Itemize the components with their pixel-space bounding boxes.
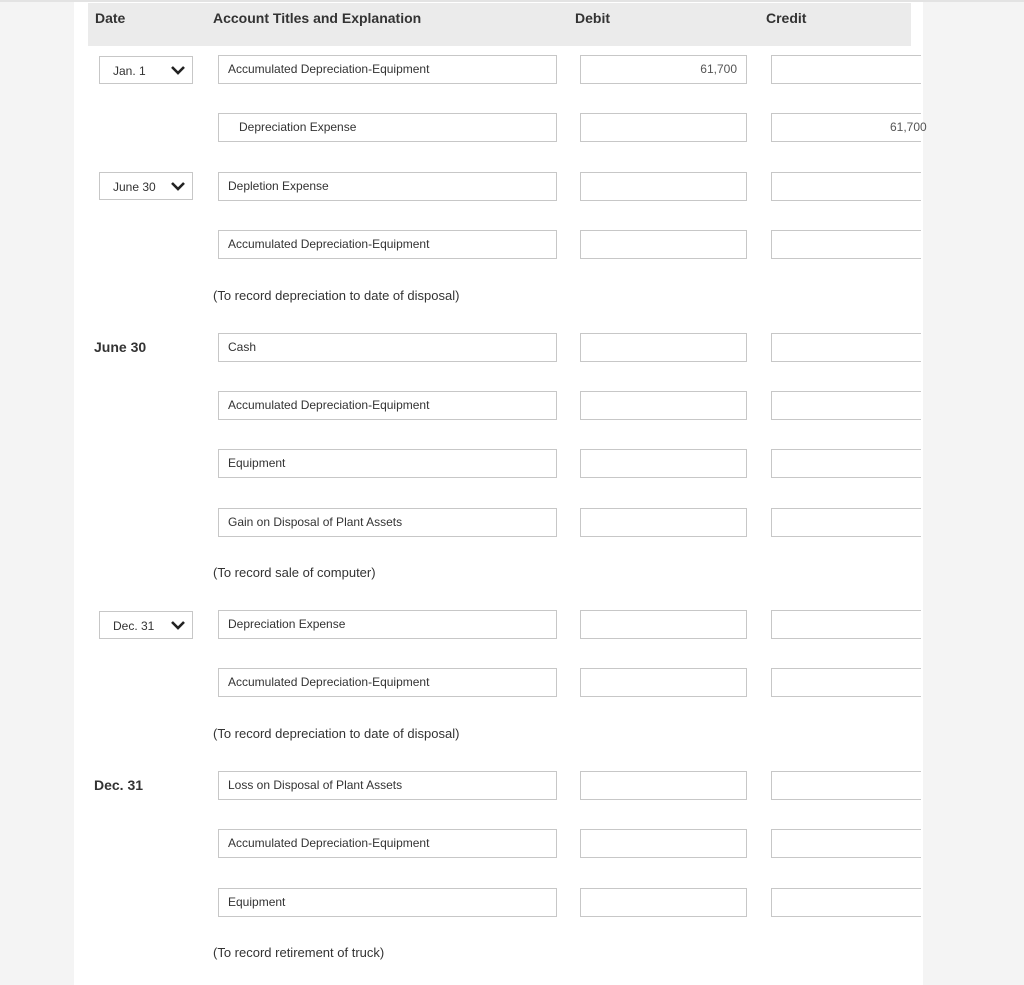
debit-field[interactable] <box>580 508 747 537</box>
credit-field-wrapper <box>771 508 911 537</box>
account-field[interactable]: Depreciation Expense <box>218 113 557 142</box>
credit-field[interactable] <box>771 172 921 201</box>
account-field[interactable]: Depreciation Expense <box>218 610 557 639</box>
credit-field-wrapper <box>771 333 911 362</box>
account-field[interactable]: Accumulated Depreciation-Equipment <box>218 230 557 259</box>
credit-field-wrapper <box>771 610 911 639</box>
header-credit: Credit <box>766 10 807 26</box>
credit-field[interactable] <box>771 55 921 84</box>
debit-field[interactable] <box>580 172 747 201</box>
account-field[interactable]: Gain on Disposal of Plant Assets <box>218 508 557 537</box>
entry-date: Dec. 31 <box>94 777 144 793</box>
date-select-value: June 30 <box>113 180 156 194</box>
table-header <box>88 3 911 46</box>
chevron-down-icon <box>170 64 186 76</box>
debit-field[interactable] <box>580 113 747 142</box>
entry-explanation: (To record retirement of truck) <box>213 945 385 960</box>
account-field[interactable]: Accumulated Depreciation-Equipment <box>218 829 557 858</box>
debit-field[interactable] <box>580 230 747 259</box>
credit-field[interactable] <box>771 829 921 858</box>
header-account: Account Titles and Explanation <box>213 10 422 26</box>
credit-field-wrapper <box>771 888 911 917</box>
header-date: Date <box>95 10 126 26</box>
credit-field[interactable] <box>771 230 921 259</box>
account-field[interactable]: Accumulated Depreciation-Equipment <box>218 55 557 84</box>
entry-explanation: (To record depreciation to date of disposal) <box>213 726 460 741</box>
credit-field[interactable] <box>771 113 927 142</box>
credit-field[interactable] <box>771 449 921 478</box>
date-select-dec-31[interactable] <box>99 611 193 639</box>
date-select-value: Jan. 1 <box>113 64 146 78</box>
credit-field-wrapper <box>771 771 911 800</box>
entry-explanation: (To record depreciation to date of disposal) <box>213 288 460 303</box>
account-field[interactable]: Equipment <box>218 449 557 478</box>
account-field[interactable]: Depletion Expense <box>218 172 557 201</box>
credit-field[interactable] <box>771 333 921 362</box>
account-field[interactable]: Loss on Disposal of Plant Assets <box>218 771 557 800</box>
date-select-jan-1[interactable] <box>99 56 193 84</box>
debit-field[interactable] <box>580 771 747 800</box>
credit-value: 61,700 <box>890 120 927 134</box>
debit-field[interactable] <box>580 610 747 639</box>
credit-field[interactable] <box>771 888 921 917</box>
credit-field-wrapper <box>771 668 911 697</box>
date-select-value: Dec. 31 <box>113 619 155 633</box>
credit-field-wrapper <box>771 172 911 201</box>
entry-date: June 30 <box>94 339 147 355</box>
account-field[interactable]: Accumulated Depreciation-Equipment <box>218 668 557 697</box>
credit-field-wrapper <box>771 230 911 259</box>
account-field[interactable]: Cash <box>218 333 557 362</box>
credit-field[interactable] <box>771 391 921 420</box>
credit-field[interactable] <box>771 508 921 537</box>
debit-field[interactable] <box>580 449 747 478</box>
entry-explanation: (To record sale of computer) <box>213 565 376 580</box>
account-field[interactable]: Equipment <box>218 888 557 917</box>
debit-field[interactable]: 61,700 <box>580 55 747 84</box>
debit-field[interactable] <box>580 391 747 420</box>
credit-field-wrapper <box>771 391 911 420</box>
credit-field[interactable] <box>771 771 921 800</box>
chevron-down-icon <box>170 619 186 631</box>
debit-field[interactable] <box>580 668 747 697</box>
credit-field-wrapper <box>771 55 911 84</box>
credit-field-wrapper <box>771 829 911 858</box>
header-debit: Debit <box>575 10 610 26</box>
debit-field[interactable] <box>580 888 747 917</box>
account-field[interactable]: Accumulated Depreciation-Equipment <box>218 391 557 420</box>
date-select-june-30[interactable] <box>99 172 193 200</box>
debit-field[interactable] <box>580 333 747 362</box>
chevron-down-icon <box>170 180 186 192</box>
top-divider <box>0 0 1024 2</box>
debit-field[interactable] <box>580 829 747 858</box>
credit-field-wrapper <box>771 113 927 142</box>
credit-field[interactable] <box>771 610 921 639</box>
credit-field[interactable] <box>771 668 921 697</box>
credit-field-wrapper <box>771 449 911 478</box>
